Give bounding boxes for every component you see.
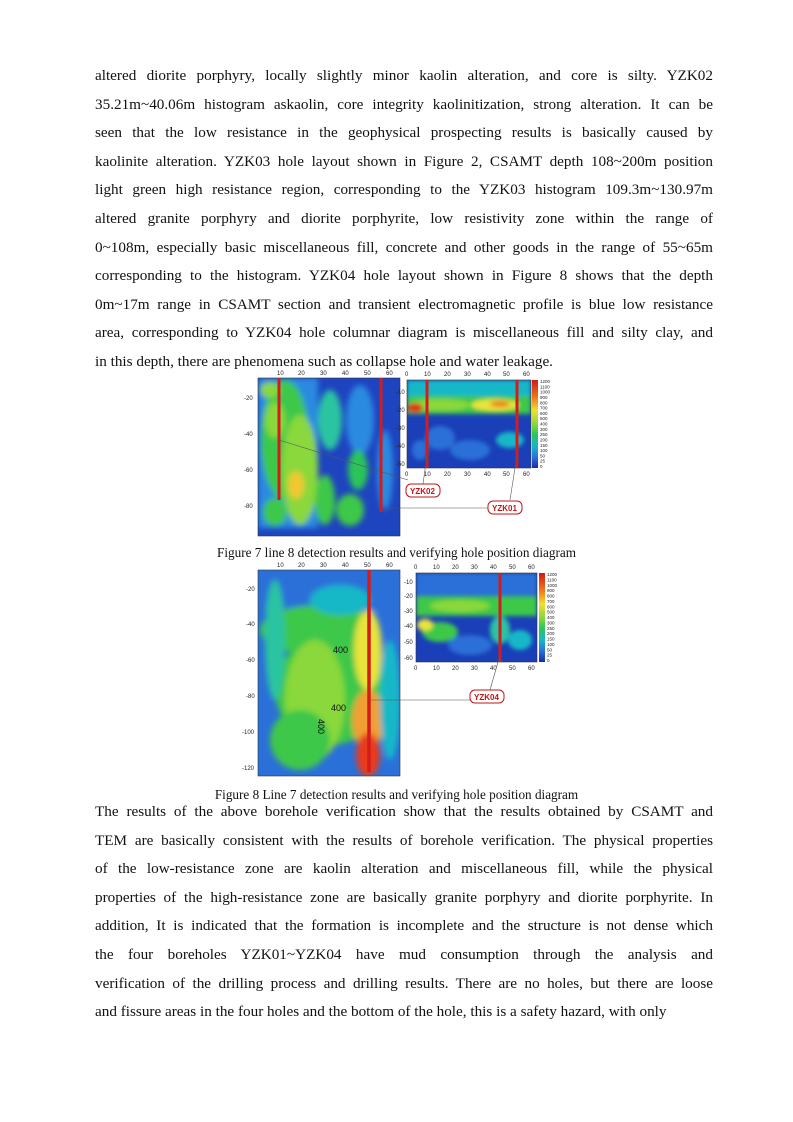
tick-label: 50 — [509, 666, 516, 672]
colorbar-label: 700 — [547, 598, 555, 604]
colorbar-label: 800 — [540, 400, 548, 406]
text-line: TEM are basically consistent with the results of borehole verification. The physical properties — [95, 831, 713, 849]
figure8-left-x-ticks — [277, 563, 393, 569]
tick-label: -60 — [246, 658, 255, 664]
figure8-right-section — [416, 573, 545, 662]
tick-label: -20 — [246, 587, 255, 593]
body-paragraph-2 — [95, 798, 713, 1027]
text-line: seen that the low resistance in the geophysical prospecting results is basically caused by — [95, 124, 713, 142]
colorbar-label: 150 — [540, 442, 548, 448]
tick-label: 60 — [386, 563, 393, 569]
figure7-colorbar-labels — [540, 379, 551, 469]
figure8-caption: Figure 8 Line 7 detection results and verifying hole position diagram — [214, 787, 579, 802]
figure8-colorbar — [539, 573, 545, 662]
tick-label: 40 — [484, 472, 491, 478]
contour-label: 400 — [331, 703, 347, 713]
figure8-right-x-ticks-bottom — [414, 666, 535, 672]
tick-label: 60 — [523, 372, 530, 378]
figure8-colorbar-labels — [547, 572, 558, 663]
tick-label: 0 — [405, 472, 409, 478]
tick-label: 0 — [405, 372, 409, 378]
tick-label: 30 — [464, 372, 471, 378]
tick-label: -40 — [396, 444, 405, 450]
tick-label: 60 — [386, 371, 393, 377]
figure7-right-section — [407, 380, 538, 468]
figure8-right-x-ticks-top — [414, 565, 535, 571]
figure7-right-x-ticks-top — [405, 372, 530, 378]
tick-label: -80 — [246, 694, 255, 700]
tag-yzk04: YZK04 — [474, 693, 499, 702]
tick-label: 50 — [509, 565, 516, 571]
colorbar-label: 1100 — [547, 577, 557, 583]
tick-label: 30 — [320, 371, 327, 377]
tick-label: 40 — [342, 371, 349, 377]
text-line: in this depth, there are phenomena such as collapse hole and water leakage. — [95, 352, 553, 370]
tick-label: 10 — [433, 565, 440, 571]
tick-label: 30 — [471, 666, 478, 672]
text-line: the four boreholes YZK01~YZK04 have mud consumption through the analysis and — [95, 945, 713, 963]
colorbar-label: 500 — [540, 416, 548, 422]
colorbar-label: 25 — [547, 652, 553, 658]
text-line: corresponding to the histogram. YZK04 hole layout shown in Figure 8 shows that the depth — [95, 267, 713, 285]
colorbar-label: 300 — [547, 620, 555, 626]
tick-label: 30 — [320, 563, 327, 569]
colorbar-label: 700 — [540, 405, 548, 411]
figure8-left-y-ticks — [242, 587, 255, 772]
tick-label: 60 — [523, 472, 530, 478]
figure8-left-section — [258, 570, 400, 777]
tick-label: 50 — [503, 372, 510, 378]
text-line: altered diorite porphyry, locally slightly minor kaolin alteration, and core is silty. YZK02 — [95, 67, 713, 84]
tick-label: 0 — [414, 565, 418, 571]
colorbar-label: 50 — [540, 453, 546, 459]
tick-label: 30 — [471, 565, 478, 571]
tick-label: 40 — [484, 372, 491, 378]
tick-label: -60 — [244, 468, 253, 474]
tick-label: 10 — [424, 372, 431, 378]
tick-label: -120 — [242, 766, 255, 772]
tag-yzk02: YZK02 — [410, 487, 435, 496]
colorbar-label: 900 — [547, 588, 555, 594]
tick-label: -10 — [396, 390, 405, 396]
text-line: altered granite porphyry and diorite porphyrite, low resistivity zone within the range of — [95, 209, 713, 227]
tick-label: -50 — [404, 640, 413, 646]
tick-label: -30 — [396, 426, 405, 432]
colorbar-label: 100 — [547, 641, 555, 647]
text-line: verification of the drilling process and drilling results. There are no holes, but there are loose — [95, 974, 713, 992]
tick-label: 50 — [364, 563, 371, 569]
colorbar-label: 600 — [547, 604, 555, 610]
colorbar-label: 1200 — [547, 572, 558, 577]
tick-label: 20 — [444, 372, 451, 378]
colorbar-label: 600 — [540, 410, 548, 416]
colorbar-label: 50 — [547, 647, 553, 653]
tick-label: -20 — [404, 594, 413, 600]
tick-label: 20 — [452, 565, 459, 571]
colorbar-label: 25 — [540, 458, 546, 464]
tick-label: 20 — [444, 472, 451, 478]
tick-label: -100 — [242, 730, 255, 736]
colorbar-label: 800 — [547, 593, 555, 599]
tick-label: -30 — [404, 609, 413, 615]
colorbar-label: 200 — [547, 631, 555, 637]
tick-label: -40 — [246, 622, 255, 628]
colorbar-label: 1000 — [540, 389, 551, 395]
tick-label: -20 — [396, 408, 405, 414]
colorbar-label: 200 — [540, 437, 548, 443]
tick-label: 10 — [277, 563, 284, 569]
tick-label: 20 — [298, 371, 305, 377]
colorbar-label: 250 — [547, 625, 555, 631]
text-line: and fissure areas in the four holes and the bottom of the hole, this is a safety hazard, with only — [95, 1003, 667, 1021]
tick-label: 10 — [433, 666, 440, 672]
text-line: area, corresponding to YZK04 hole columnar diagram is miscellaneous fill and silty clay, and — [95, 324, 713, 342]
text-line: light green high resistance region, corresponding to the YZK03 histogram 109.3m~130.97m — [95, 181, 713, 199]
tick-label: 60 — [528, 666, 535, 672]
tick-label: -80 — [244, 504, 253, 510]
tick-label: -40 — [404, 624, 413, 630]
figure7-colorbar — [532, 380, 538, 468]
tick-label: 60 — [528, 565, 535, 571]
colorbar-label: 0 — [547, 658, 550, 663]
colorbar-label: 400 — [547, 615, 555, 620]
tick-label: 30 — [464, 472, 471, 478]
contour-label: 400 — [333, 645, 349, 655]
tick-label: -60 — [404, 656, 413, 662]
colorbar-label: 500 — [547, 609, 555, 615]
colorbar-label: 300 — [540, 426, 548, 432]
colorbar-label: 1100 — [540, 384, 550, 390]
tick-label: 10 — [424, 472, 431, 478]
colorbar-label: 900 — [540, 394, 548, 400]
figure7-caption: Figure 7 line 8 detection results and verifying hole position diagram — [217, 545, 576, 560]
tag-yzk01: YZK01 — [492, 504, 517, 513]
tick-label: 50 — [364, 371, 371, 377]
colorbar-label: 400 — [540, 421, 548, 427]
figure7-left-y-ticks — [244, 396, 253, 510]
tick-label: 20 — [298, 563, 305, 569]
colorbar-label: 1000 — [547, 582, 558, 588]
text-line: kaolinite alteration. YZK03 hole layout shown in Figure 2, CSAMT depth 108~200m position — [95, 152, 713, 170]
tick-label: 20 — [452, 666, 459, 672]
tick-label: 0 — [414, 666, 418, 672]
text-line: 0m~17m range in CSAMT section and transient electromagnetic profile is blue low resistance — [95, 295, 713, 313]
figure7-left-x-ticks — [277, 371, 393, 377]
colorbar-label: 150 — [547, 636, 555, 642]
figure8-right-y-ticks — [404, 580, 413, 662]
tick-label: -20 — [244, 396, 253, 402]
colorbar-label: 1200 — [540, 379, 551, 384]
text-line: properties of the high-resistance zone are basically granite porphyry and diorite porphyrite. In — [95, 888, 713, 906]
text-line: The results of the above borehole verification show that the results obtained by CSAMT and — [95, 803, 713, 820]
contour-label: 400 — [316, 719, 326, 735]
tick-label: 50 — [503, 472, 510, 478]
colorbar-label: 250 — [540, 432, 548, 438]
text-line: 35.21m~40.06m histogram askaolin, core integrity kaolinitization, strong alteration. It can be — [95, 95, 713, 113]
colorbar-label: 0 — [540, 464, 543, 469]
tick-label: -10 — [404, 580, 413, 586]
figure7-left-section — [258, 378, 400, 536]
tick-label: 40 — [490, 565, 497, 571]
colorbar-label: 100 — [540, 448, 548, 454]
tick-label: 10 — [277, 371, 284, 377]
text-line: addition, It is indicated that the formation is incomplete and the structure is not dense which — [95, 917, 713, 935]
text-line: 0~108m, especially basic miscellaneous fill, concrete and other goods in the range of 55~65m — [95, 238, 713, 256]
tick-label: 40 — [490, 666, 497, 672]
tick-label: -50 — [396, 462, 405, 468]
text-line: of the low-resistance zone are kaolin alteration and miscellaneous fill, while the physical — [95, 860, 713, 878]
tick-label: 40 — [342, 563, 349, 569]
tick-label: -40 — [244, 432, 253, 438]
